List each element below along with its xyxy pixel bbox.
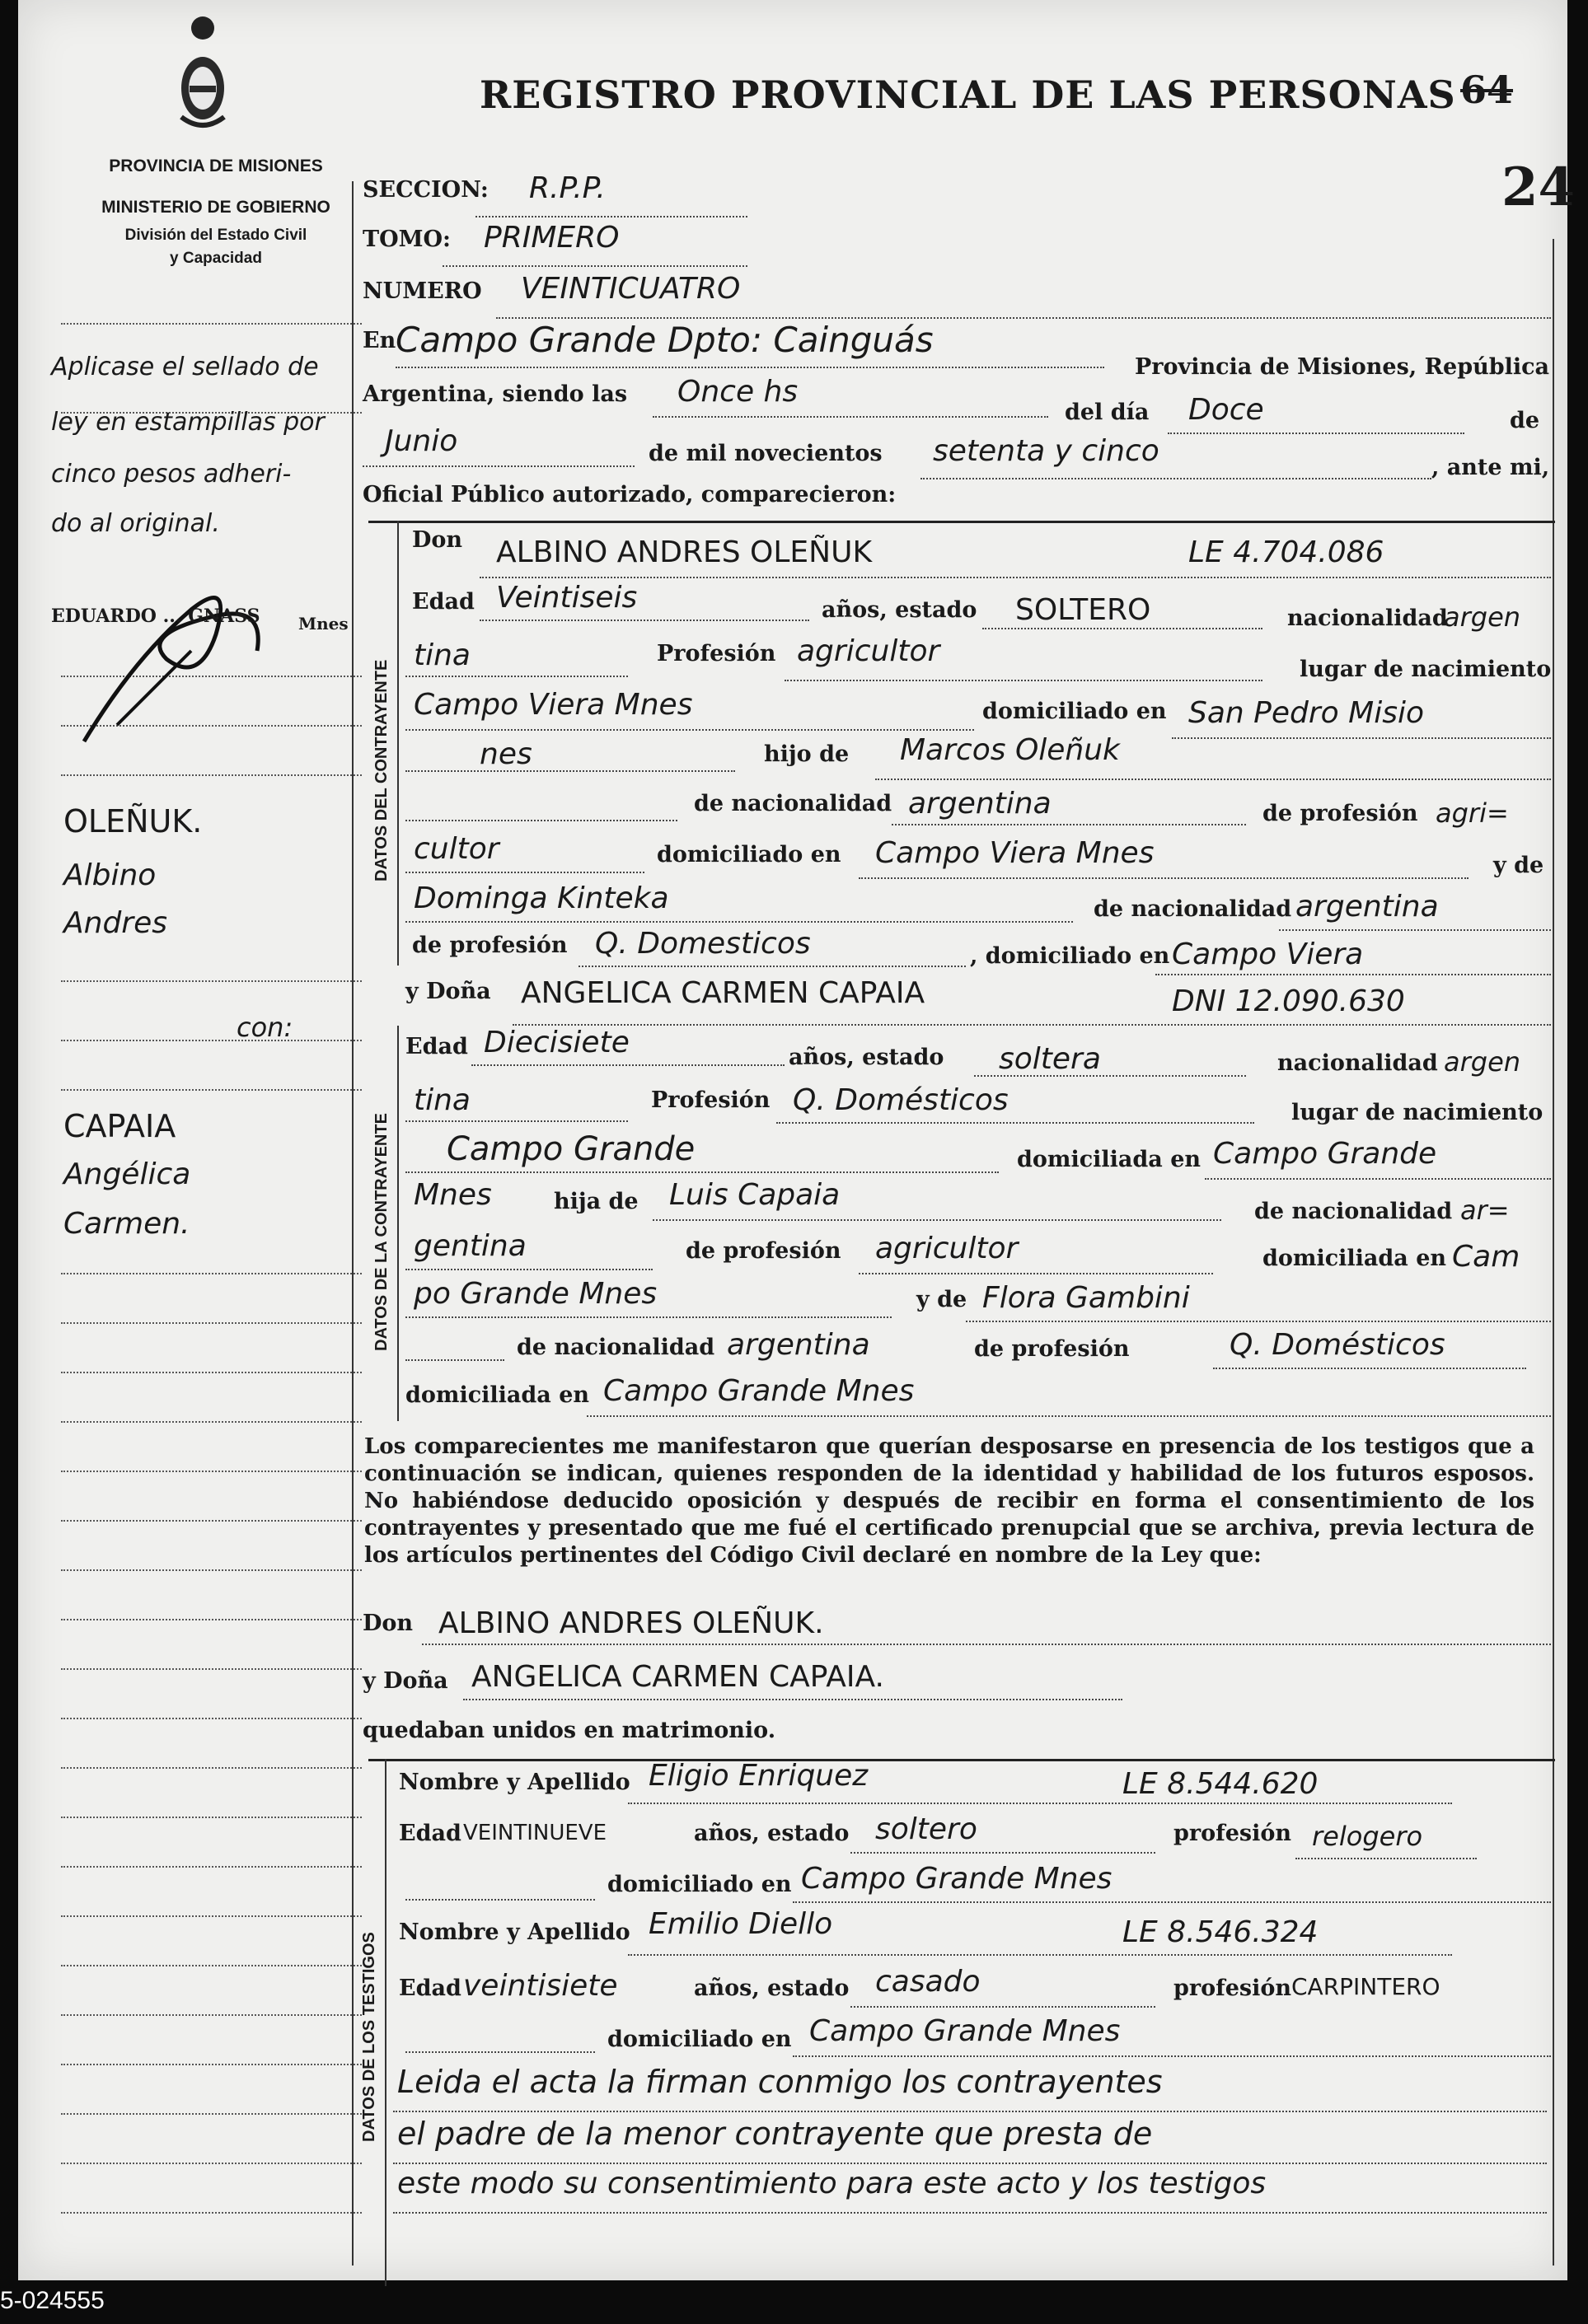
label-hijo-de: hijo de: [764, 741, 850, 767]
margin-seal-note-2: ley en estampillas por: [51, 408, 325, 437]
label-w1-dom: domiciliado en: [607, 1872, 792, 1897]
value-bride-dom-b: Mnes: [414, 1178, 492, 1212]
value-bride-prof: Q. Domésticos: [793, 1083, 1009, 1117]
closing-line-1: Leida el acta la firman conmigo los contrayentes: [397, 2064, 1163, 2100]
value-w1-dom: Campo Grande Mnes: [801, 1862, 1113, 1896]
label-nacionalidad: nacionalidad: [1287, 606, 1448, 631]
margin-seal-note-1: Aplicase el sellado de: [51, 353, 319, 381]
value-groom-father-nac: argentina: [908, 787, 1052, 821]
page-title: REGISTRO PROVINCIAL DE LAS PERSONAS: [480, 72, 1456, 117]
value-w2-doc: LE 8.546.324: [1122, 1915, 1319, 1949]
label-profesion: Profesión: [657, 641, 776, 666]
label-provincia: Provincia de Misiones, República: [1135, 354, 1550, 380]
margin-seal-note-4: do al original.: [51, 509, 220, 538]
value-w2-estado: casado: [875, 1965, 981, 1999]
value-w1-name: Eligio Enriquez: [649, 1759, 869, 1793]
label-y-de: y de: [1493, 853, 1544, 878]
struck-folio-number: 64: [1460, 68, 1514, 112]
label-domiciliada-en-3: domiciliada en: [405, 1382, 590, 1408]
value-bride-father: Luis Capaia: [669, 1178, 841, 1212]
org-capacity: y Capacidad: [170, 250, 262, 267]
label-lugar-nac: lugar de nacimiento: [1300, 657, 1552, 682]
value-bride-name: ANGELICA CARMEN CAPAIA: [521, 976, 925, 1010]
margin-bride-name-1: Angélica: [63, 1157, 191, 1191]
label-w1-anos: años, estado: [694, 1821, 850, 1846]
label-don: Don: [412, 527, 463, 553]
value-groom-name: ALBINO ANDRES OLEÑUK: [496, 535, 873, 569]
label-decl-don: Don: [363, 1611, 414, 1636]
section-divider: [368, 521, 1555, 523]
label-de-profesion-2: de profesión: [412, 933, 568, 958]
value-bride-father-dom-a: Cam: [1452, 1240, 1520, 1274]
label-w2-edad: Edad: [399, 1976, 461, 2001]
label-domiciliada-en-2: domiciliada en: [1262, 1246, 1447, 1271]
label-seccion: SECCION:: [363, 177, 489, 203]
label-lugar-nac-2: lugar de nacimiento: [1291, 1100, 1543, 1125]
label-decl-dona: y Doña: [363, 1668, 448, 1694]
label-edad: Edad: [412, 589, 475, 615]
value-numero: VEINTICUATRO: [521, 272, 741, 306]
document-id: 5-024555: [0, 2287, 105, 2314]
side-label-testigos: DATOS DE LOS TESTIGOS: [360, 1932, 378, 2142]
value-groom-mother-nac: argentina: [1295, 890, 1439, 924]
official-signature-icon: [68, 560, 315, 750]
value-groom-mother: Dominga Kinteka: [414, 881, 669, 915]
margin-bride-surname: CAPAIA: [63, 1108, 176, 1144]
registry-page: [18, 0, 1576, 2280]
value-bride-mother-nac: argentina: [727, 1328, 870, 1362]
value-groom-father-dom: Campo Viera Mnes: [875, 836, 1155, 870]
label-w1-profesion: profesión: [1173, 1821, 1292, 1846]
value-w2-prof: CARPINTERO: [1291, 1973, 1440, 2000]
label-de-mes: de: [1510, 408, 1540, 433]
side-label-contrayente-f: DATOS DE LA CONTRAYENTE: [372, 1113, 391, 1351]
label-y-dona: y Doña: [405, 979, 491, 1004]
margin-groom-name-1: Albino: [63, 858, 157, 892]
value-groom-nac-b: tina: [414, 638, 471, 672]
label-domiciliado-en-3: , domiciliado en: [970, 943, 1170, 969]
label-w2-anos: años, estado: [694, 1976, 850, 2001]
label-domiciliado-en: domiciliado en: [982, 699, 1167, 724]
value-tomo: PRIMERO: [484, 221, 620, 255]
value-groom-mother-dom: Campo Viera: [1172, 938, 1364, 971]
value-groom-dom-a: San Pedro Misio: [1188, 696, 1424, 730]
label-edad-2: Edad: [405, 1034, 468, 1059]
label-numero: NUMERO: [363, 278, 482, 304]
label-argentina-siendo: Argentina, siendo las: [363, 381, 628, 407]
label-oficial: Oficial Público autorizado, comparecieron:: [363, 482, 897, 507]
value-groom-mother-prof: Q. Domesticos: [595, 927, 811, 961]
value-bride-lugar: Campo Grande: [447, 1130, 696, 1168]
label-w2-nombre: Nombre y Apellido: [399, 1920, 630, 1945]
value-w2-edad: veintisiete: [463, 1969, 618, 2003]
value-groom-father-prof-b: cultor: [414, 832, 499, 866]
value-w2-name: Emilio Diello: [649, 1907, 833, 1941]
value-w1-doc: LE 8.544.620: [1122, 1767, 1319, 1801]
value-w1-prof: relogero: [1312, 1821, 1423, 1852]
label-y-de-2: y de: [916, 1287, 967, 1312]
label-de-profesion-4: de profesión: [974, 1336, 1130, 1362]
value-groom-father-prof-a: agri=: [1436, 797, 1509, 829]
label-del-dia: del día: [1065, 400, 1150, 425]
folio-number: 24: [1501, 157, 1576, 218]
value-bride-estado: soltera: [999, 1042, 1101, 1076]
value-decl-dona: ANGELICA CARMEN CAPAIA.: [471, 1660, 884, 1694]
label-de-mil: de mil novecientos: [649, 441, 883, 466]
label-ante-mi: , ante mi,: [1431, 455, 1550, 480]
value-lugar: Campo Grande Dpto: Cainguás: [396, 320, 934, 360]
label-quedaban: quedaban unidos en matrimonio.: [363, 1718, 776, 1743]
label-domiciliado-en-2: domiciliado en: [657, 842, 841, 867]
value-groom-edad: Veintiseis: [496, 581, 638, 615]
label-de-profesion: de profesión: [1262, 801, 1418, 826]
label-domiciliada-en: domiciliada en: [1017, 1147, 1202, 1172]
closing-line-3: este modo su consentimiento para este acto y los testigos: [397, 2167, 1267, 2200]
value-seccion: R.P.P.: [529, 171, 606, 205]
value-bride-edad: Diecisiete: [484, 1026, 630, 1059]
margin-groom-name-2: Andres: [63, 906, 167, 940]
value-decl-don: ALBINO ANDRES OLEÑUK.: [438, 1606, 824, 1640]
label-anos-estado-2: años, estado: [789, 1045, 944, 1070]
label-profesion-2: Profesión: [651, 1087, 771, 1113]
value-groom-estado: SOLTERO: [1015, 593, 1151, 627]
value-groom-prof: agricultor: [797, 634, 940, 668]
value-groom-nac-a: argen: [1444, 601, 1521, 633]
label-w1-edad: Edad: [399, 1821, 461, 1846]
value-groom-dom-b: nes: [480, 737, 532, 771]
value-bride-father-prof: agricultor: [875, 1232, 1019, 1265]
org-province: PROVINCIA DE MISIONES: [109, 157, 323, 175]
margin-stamp-text: EDUARDO ... GNASS: [51, 606, 260, 627]
value-groom-doc: LE 4.704.086: [1188, 535, 1384, 569]
label-de-nacionalidad: de nacionalidad: [694, 791, 892, 816]
declaration-paragraph: Los comparecientes me manifestaron que querían desposarse en presencia de los testigos que a continuación se indican, quienes responden de la identidad y habilidad de los futuros esposos. No habiéndose deducido oposición y después de recibir en forma el consentimiento de los contrayentes y presentado que me fué el certificado prenupcial que se archiva, previa lectura de los artículos pertinentes del Código Civil declaré en nombre de la Ley que:: [364, 1434, 1534, 1568]
label-de-nacionalidad-3: de nacionalidad: [1254, 1199, 1453, 1224]
label-en: En: [363, 328, 396, 353]
org-ministry: MINISTERIO DE GOBIERNO: [101, 198, 330, 217]
value-bride-father-nac-b: gentina: [414, 1229, 527, 1263]
label-de-nacionalidad-4: de nacionalidad: [517, 1335, 715, 1360]
value-bride-nac-a: argen: [1444, 1046, 1521, 1078]
closing-line-2: el padre de la menor contrayente que presta de: [397, 2116, 1153, 2152]
side-label-contrayente: DATOS DEL CONTRAYENTE: [372, 659, 391, 881]
label-de-profesion-3: de profesión: [686, 1238, 841, 1264]
value-w1-estado: soltero: [875, 1812, 977, 1846]
value-hora: Once hs: [677, 375, 799, 409]
margin-bride-name-2: Carmen.: [63, 1207, 190, 1241]
right-border: [1553, 239, 1554, 2266]
value-dia: Doce: [1188, 393, 1264, 427]
value-bride-mother: Flora Gambini: [982, 1281, 1190, 1315]
value-groom-father: Marcos Oleñuk: [900, 733, 1120, 767]
value-bride-mother-dom: Campo Grande Mnes: [603, 1374, 915, 1408]
label-nacionalidad-2: nacionalidad: [1277, 1050, 1438, 1076]
value-bride-mother-prof: Q. Domésticos: [1230, 1328, 1445, 1362]
label-anos-estado: años, estado: [822, 597, 977, 623]
label-de-nacionalidad-2: de nacionalidad: [1094, 896, 1292, 922]
value-w2-dom: Campo Grande Mnes: [809, 2014, 1121, 2048]
org-division: División del Estado Civil: [124, 227, 307, 244]
margin-con: con:: [237, 1012, 293, 1043]
label-w1-nombre: Nombre y Apellido: [399, 1770, 630, 1795]
label-tomo: TOMO:: [363, 227, 451, 252]
value-bride-doc: DNI 12.090.630: [1172, 984, 1405, 1018]
value-w1-edad: VEINTINUEVE: [463, 1821, 607, 1845]
margin-seal-note-3: cinco pesos adheri-: [51, 460, 292, 489]
value-bride-father-nac-a: ar=: [1460, 1195, 1510, 1226]
value-groom-lugar: Campo Viera Mnes: [414, 688, 693, 722]
value-bride-dom: Campo Grande: [1213, 1137, 1437, 1171]
label-hija-de: hija de: [554, 1189, 639, 1214]
value-bride-nac-b: tina: [414, 1083, 471, 1117]
value-bride-father-dom-b: po Grande Mnes: [414, 1277, 658, 1311]
label-w2-profesion: profesión: [1173, 1976, 1292, 2001]
value-anio: setenta y cinco: [933, 434, 1159, 468]
margin-groom-surname: OLEÑUK.: [63, 803, 203, 839]
value-mes: Junio: [385, 424, 458, 458]
margin-stamp-sub: Mnes: [298, 614, 349, 634]
label-w2-dom: domiciliado en: [607, 2027, 792, 2052]
